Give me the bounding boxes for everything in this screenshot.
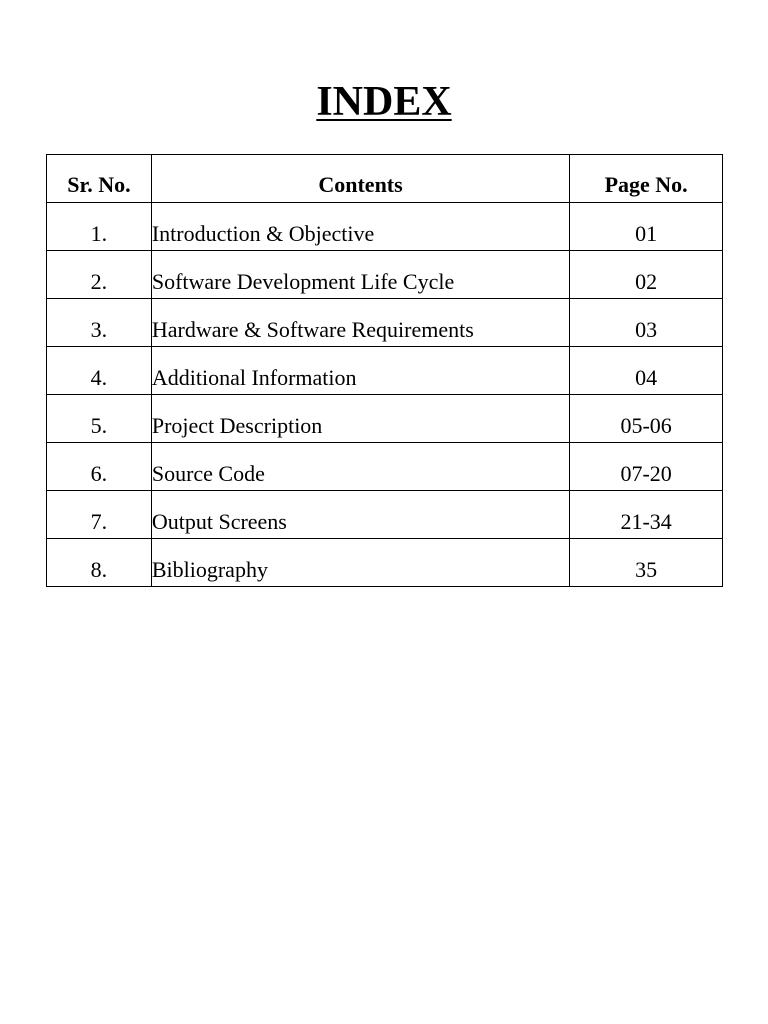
row-page-no: 01 [570, 203, 723, 251]
row-page-no: 03 [570, 299, 723, 347]
row-sr-no: 8. [47, 539, 152, 587]
row-sr-no: 7. [47, 491, 152, 539]
table-row [47, 251, 723, 299]
row-sr-no: 5. [47, 395, 152, 443]
row-page-no: 04 [570, 347, 723, 395]
row-page-no: 21-34 [570, 491, 723, 539]
header-contents: Contents [151, 155, 569, 203]
table-row [47, 491, 723, 539]
row-sr-no: 2. [47, 251, 152, 299]
row-page-no: 05-06 [570, 395, 723, 443]
row-page-no: 02 [570, 251, 723, 299]
table-row [47, 395, 723, 443]
row-sr-no: 1. [47, 203, 152, 251]
table-row [47, 299, 723, 347]
header-sr-no: Sr. No. [47, 155, 152, 203]
page-title: INDEX [316, 79, 452, 125]
row-sr-no: 6. [47, 443, 152, 491]
table-row [47, 203, 723, 251]
row-contents: Hardware & Software Requirements [151, 299, 569, 347]
table-header-row [47, 155, 723, 203]
row-contents: Project Description [151, 395, 569, 443]
table-row [47, 443, 723, 491]
row-contents: Additional Information [151, 347, 569, 395]
row-contents: Introduction & Objective [151, 203, 569, 251]
header-page-no: Page No. [570, 155, 723, 203]
row-page-no: 35 [570, 539, 723, 587]
table-row [47, 539, 723, 587]
row-contents: Source Code [151, 443, 569, 491]
row-contents: Bibliography [151, 539, 569, 587]
index-table [46, 154, 723, 587]
row-page-no: 07-20 [570, 443, 723, 491]
row-sr-no: 3. [47, 299, 152, 347]
row-contents: Output Screens [151, 491, 569, 539]
row-sr-no: 4. [47, 347, 152, 395]
table-row [47, 347, 723, 395]
row-contents: Software Development Life Cycle [151, 251, 569, 299]
